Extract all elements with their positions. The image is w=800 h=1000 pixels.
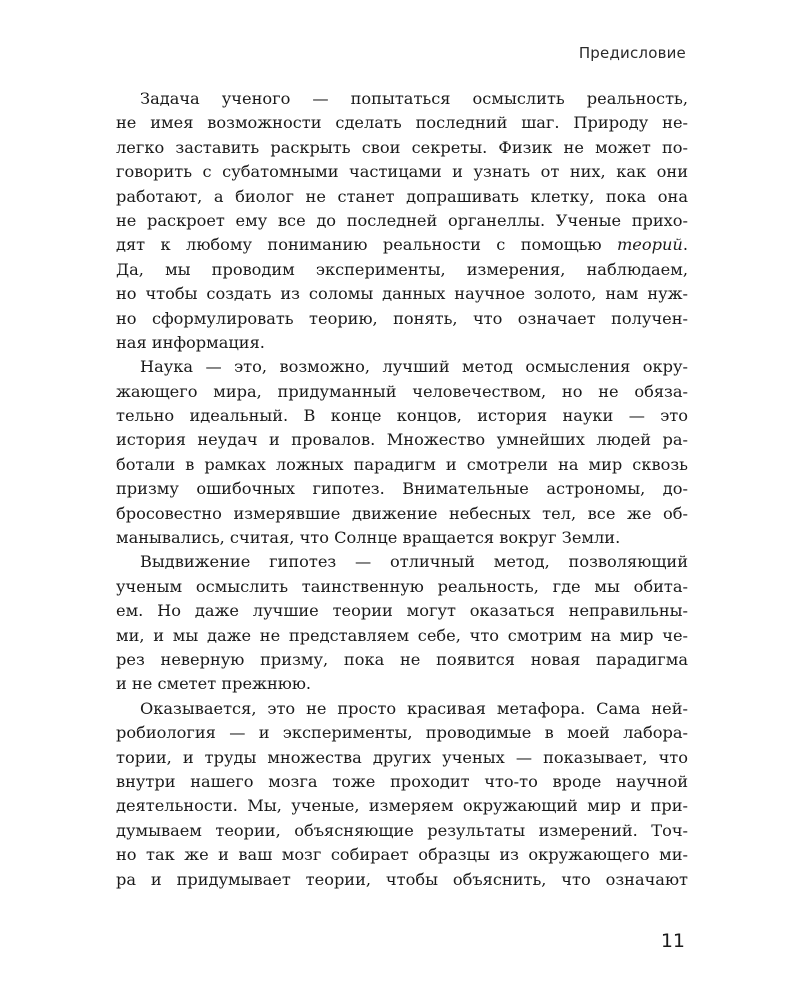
paragraph-4 <box>116 697 688 892</box>
text-line-start: дят к любому пониманию реальности с помощью <box>116 235 617 255</box>
text-line: деятельности. Мы, ученые, измеряем окружающий мир и при- <box>116 796 688 816</box>
text-line: история неудач и провалов. Множество умнейших людей ра- <box>116 430 688 450</box>
text-line: говорить с субатомными частицами и узнать от них, как они <box>116 162 688 182</box>
text-line: бросовестно измерявшие движение небесных тел, все же об- <box>116 503 688 523</box>
text-line: ботали в рамках ложных парадигм и смотрели на мир сквозь <box>116 454 688 474</box>
text-line: жающего мира, придуманный человечеством, но не обяза- <box>116 381 688 401</box>
text-line: призму ошибочных гипотез. Внимательные астрономы, до- <box>116 479 688 499</box>
text-line: Оказывается, это не просто красивая метафора. Сама ней- <box>140 698 688 718</box>
emphasis-tail: . <box>682 235 688 255</box>
emphasis-word: теорий <box>616 235 683 255</box>
body-text <box>116 87 688 892</box>
text-line: ми, и мы даже не представляем себе, что смотрим на мир че- <box>116 625 688 645</box>
text-line: но чтобы создать из соломы данных научное золото, нам нуж- <box>116 284 688 304</box>
text-line: тельно идеальный. В конце концов, история науки — это <box>116 406 688 426</box>
text-line: не имея возможности сделать последний шаг. Природу не- <box>116 113 688 133</box>
text-line: и не сметет прежнюю. <box>116 674 312 694</box>
text-line: манывались, считая, что Солнце вращается вокруг Земли. <box>116 528 621 548</box>
text-line: внутри нашего мозга тоже проходит что-то вроде научной <box>116 771 688 791</box>
text-line: Да, мы проводим эксперименты, измерения, наблюдаем, <box>116 259 688 279</box>
text-line: тории, и труды множества других ученых — показывает, что <box>116 747 688 767</box>
text-line: рез неверную призму, пока не появится новая парадигма <box>116 649 688 669</box>
text-line-with-emphasis <box>116 233 688 257</box>
paragraph-2 <box>116 355 688 550</box>
text-line: но так же и ваш мозг собирает образцы из окружающего ми- <box>116 845 688 865</box>
text-line: робиология — и эксперименты, проводимые в моей лабора- <box>116 723 688 743</box>
text-line: ем. Но даже лучшие теории могут оказаться неправильны- <box>116 601 688 621</box>
text-line: но сформулировать теорию, понять, что означает получен- <box>116 308 688 328</box>
page-number: 11 <box>660 930 685 952</box>
text-line: Наука — это, возможно, лучший метод осмысления окру- <box>140 357 688 377</box>
paragraph-1 <box>116 87 688 355</box>
text-line: ученым осмыслить таинственную реальность, где мы обита- <box>116 576 688 596</box>
text-line: Задача ученого — попытаться осмыслить реальность, <box>140 89 688 108</box>
paragraph-3 <box>116 550 688 696</box>
text-line: ная информация. <box>116 332 265 352</box>
running-head-title: Предисловие <box>578 44 686 62</box>
text-line: работают, а биолог не станет допрашивать клетку, пока она <box>116 186 688 206</box>
text-line: Выдвижение гипотез — отличный метод, позволяющий <box>140 552 688 572</box>
text-line: думываем теории, объясняющие результаты измерений. Точ- <box>116 820 688 840</box>
text-line: ра и придумывает теории, чтобы объяснить, что означают <box>116 869 688 889</box>
text-line: не раскроет ему все до последней органеллы. Ученые прихо- <box>116 210 688 230</box>
text-line: легко заставить раскрыть свои секреты. Физик не может по- <box>116 137 688 157</box>
